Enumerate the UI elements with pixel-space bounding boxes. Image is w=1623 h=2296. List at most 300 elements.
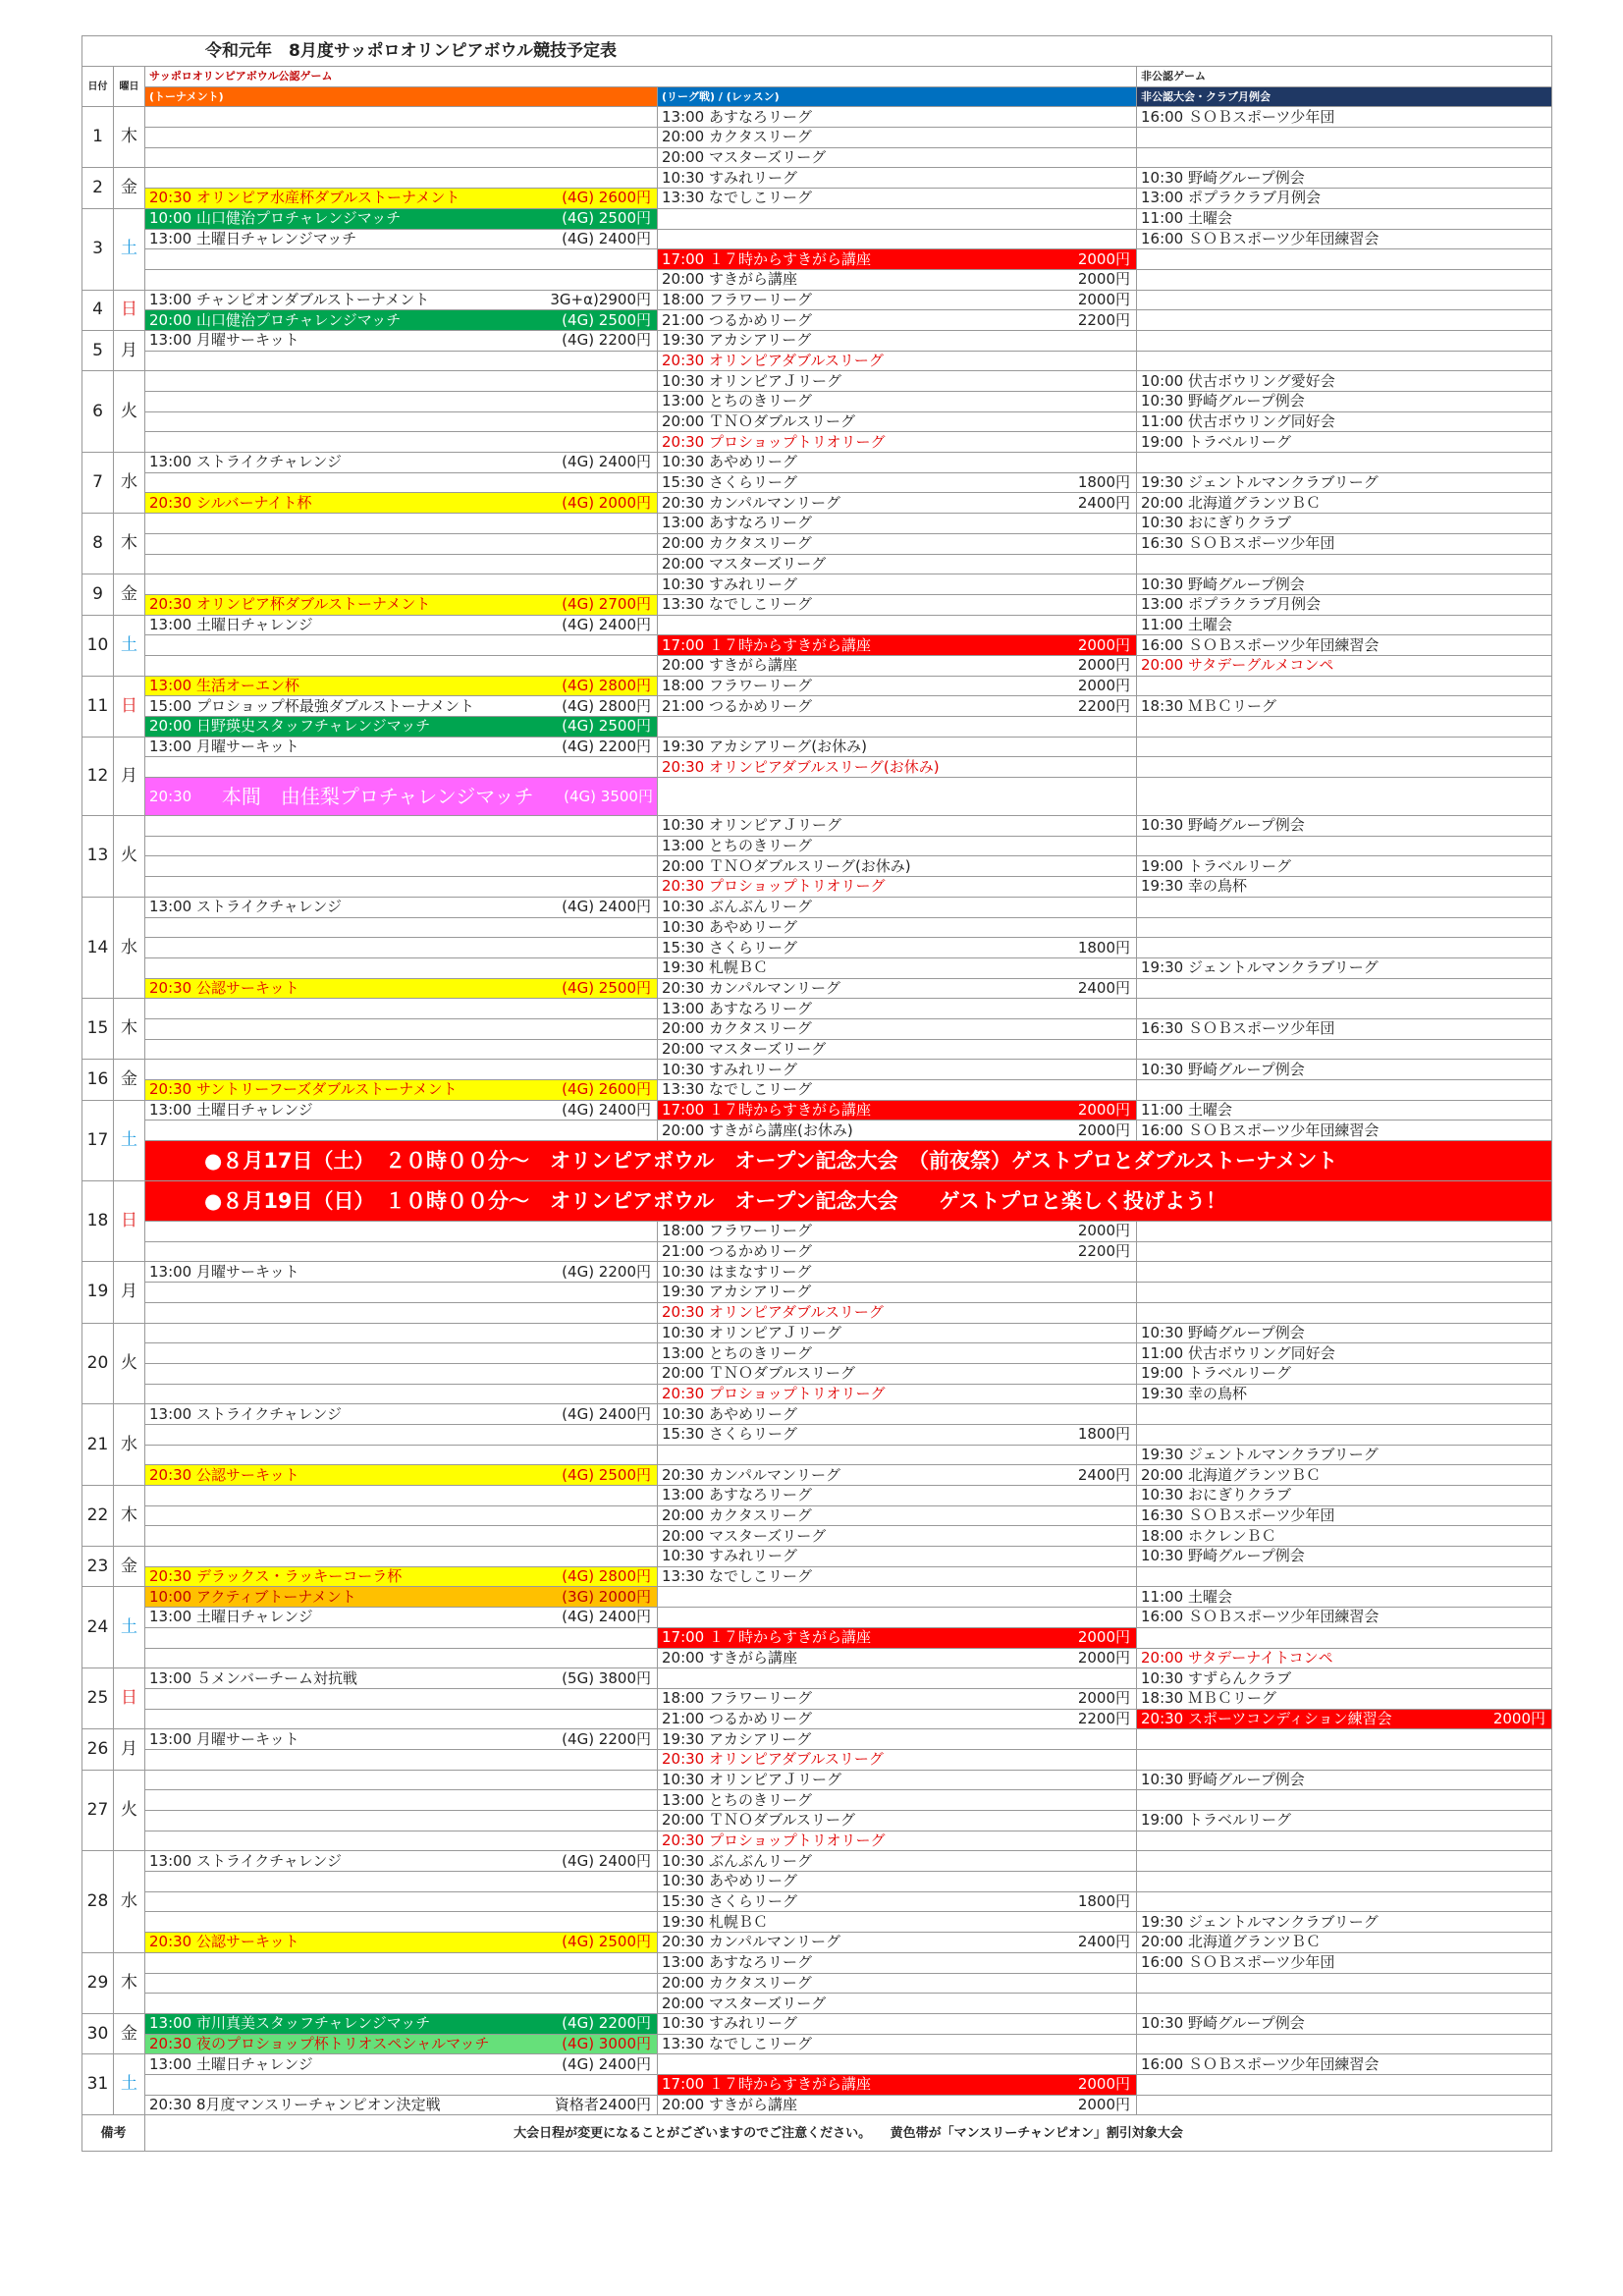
club-cell (1137, 1811, 1552, 1831)
title-row (82, 36, 1552, 67)
league-cell (658, 1404, 1137, 1425)
league-cell-text: 10:30 あやめリーグ (662, 917, 797, 936)
club-cell-text: 16:30 ＳＯＢスポーツ少年団 (1141, 534, 1335, 553)
club-cell (1137, 917, 1552, 938)
day-date: 24 (82, 1587, 114, 1668)
tournament-cell (145, 1384, 658, 1404)
league-cell (658, 1587, 1137, 1608)
schedule-table (81, 35, 1552, 2152)
tournament-cell (145, 1668, 658, 1689)
league-cell (658, 168, 1137, 189)
league-cell (658, 1302, 1137, 1323)
day-row (82, 696, 1552, 717)
league-cell-text: 20:30 プロショップトリオリーグ (662, 432, 886, 451)
day-date: 17 (82, 1100, 114, 1180)
tournament-cell-price: (4G) 2600円 (562, 189, 651, 207)
club-cell (1137, 1547, 1552, 1567)
league-cell-text: 13:30 なでしこリーグ (662, 595, 812, 614)
league-cell-price: 2200円 (1077, 696, 1130, 715)
league-cell (658, 1994, 1137, 2014)
club-cell (1137, 1872, 1552, 1892)
club-cell (1137, 1404, 1552, 1425)
league-cell-text: 10:30 あやめリーグ (662, 453, 797, 471)
league-cell (658, 1688, 1137, 1709)
league-cell (658, 330, 1137, 351)
league-cell (658, 249, 1137, 270)
club-cell (1137, 2095, 1552, 2115)
league-cell (658, 917, 1137, 938)
club-cell-text: 19:30 幸の鳥杯 (1141, 1384, 1247, 1402)
club-cell (1137, 107, 1552, 128)
day-row (82, 816, 1552, 837)
league-cell (658, 999, 1137, 1019)
club-cell-text: 20:00 サタデーグルメコンペ (1141, 656, 1334, 675)
league-cell (658, 1121, 1137, 1141)
league-cell-text: 19:30 アカシアリーグ (662, 1283, 812, 1301)
league-cell-text: 20:00 マスターズリーグ (662, 148, 827, 167)
club-cell-text: 11:00 土曜会 (1141, 615, 1232, 633)
club-cell-text: 19:00 トラベルリーグ (1141, 856, 1291, 875)
league-cell-text: 20:30 プロショップトリオリーグ (662, 1384, 886, 1402)
tournament-cell (145, 1445, 658, 1465)
day-weekday: 日 (114, 1668, 145, 1729)
club-cell-text: 10:30 野崎グループ例会 (1141, 1060, 1305, 1078)
tournament-cell (145, 635, 658, 656)
day-weekday: 日 (114, 676, 145, 737)
league-cell-text: 20:00 カクタスリーグ (662, 128, 812, 146)
tournament-cell (145, 1222, 658, 1242)
day-row (82, 189, 1552, 209)
club-cell (1137, 1343, 1552, 1364)
day-row (82, 1526, 1552, 1547)
league-cell-price: 2200円 (1077, 310, 1130, 329)
league-cell (658, 1891, 1137, 1912)
tournament-cell-text: 13:00 ストライクチャレンジ (149, 1851, 343, 1870)
day-row (82, 1811, 1552, 1831)
league-cell-text: 19:30 札幌ＢＣ (662, 958, 768, 977)
tournament-cell (145, 1039, 658, 1060)
schedule-sheet (81, 35, 1551, 2152)
club-cell (1137, 310, 1552, 331)
day-row (82, 1363, 1552, 1384)
tournament-cell-price: (4G) 2500円 (562, 1465, 651, 1484)
club-cell (1137, 778, 1552, 816)
league-cell-text: 19:30 アカシアリーグ (662, 1729, 812, 1748)
league-cell (658, 1831, 1137, 1851)
tournament-cell-price: (4G) 2500円 (562, 717, 651, 736)
day-row (82, 290, 1552, 310)
league-cell-text: 17:00 １７時からすきがら講座 (662, 249, 871, 268)
league-cell (658, 778, 1137, 816)
tournament-cell-text: 13:00 土曜日チャレンジ (149, 2054, 313, 2073)
day-weekday: 水 (114, 1851, 145, 1952)
club-cell (1137, 1283, 1552, 1303)
league-cell-price: 2000円 (1077, 249, 1130, 268)
club-cell-text: 10:30 野崎グループ例会 (1141, 816, 1305, 835)
day-weekday: 日 (114, 290, 145, 330)
day-date: 28 (82, 1851, 114, 1952)
tournament-cell-price: (4G) 2200円 (562, 2014, 651, 2033)
day-row (82, 2074, 1552, 2095)
league-cell (658, 1749, 1137, 1770)
day-weekday: 月 (114, 1262, 145, 1323)
day-row (82, 978, 1552, 999)
league-cell-text: 13:00 あすなろリーグ (662, 1486, 812, 1504)
day-date: 5 (82, 330, 114, 370)
league-cell (658, 856, 1137, 877)
tournament-cell-price: (4G) 2400円 (562, 898, 651, 916)
day-row (82, 1445, 1552, 1465)
league-cell-price: 2000円 (1077, 290, 1130, 308)
league-cell (658, 1384, 1137, 1404)
day-row (82, 655, 1552, 676)
day-row (82, 229, 1552, 249)
club-cell (1137, 978, 1552, 999)
club-cell (1137, 2013, 1552, 2034)
day-weekday: 日 (114, 1181, 145, 1262)
league-cell-text: 20:00 マスターズリーグ (662, 1994, 827, 2012)
tournament-cell (145, 1241, 658, 1262)
day-row (82, 1648, 1552, 1668)
day-row (82, 269, 1552, 290)
league-cell-text: 20:00 ＴＮＯダブルスリーグ(お休み) (662, 856, 911, 875)
tournament-cell-price: (4G) 2500円 (562, 978, 651, 997)
tournament-cell (145, 493, 658, 514)
day-date: 13 (82, 816, 114, 898)
club-cell-text: 18:30 ＭＢＣリーグ (1141, 1689, 1276, 1708)
day-row (82, 453, 1552, 473)
day-row (82, 676, 1552, 696)
club-cell (1137, 189, 1552, 209)
league-cell (658, 1709, 1137, 1729)
league-cell (658, 1526, 1137, 1547)
tournament-cell (145, 999, 658, 1019)
club-cell (1137, 615, 1552, 635)
league-cell-price: 2000円 (1077, 1121, 1130, 1139)
tournament-cell (145, 1363, 658, 1384)
day-date: 21 (82, 1404, 114, 1486)
club-cell (1137, 1060, 1552, 1080)
league-cell (658, 189, 1137, 209)
league-cell-text: 10:30 オリンピアＪリーグ (662, 816, 841, 835)
league-cell-text: 18:00 フラワーリーグ (662, 1222, 812, 1240)
day-row (82, 533, 1552, 554)
league-cell (658, 1060, 1137, 1080)
league-cell (658, 371, 1137, 392)
day-row (82, 574, 1552, 595)
day-weekday: 木 (114, 1952, 145, 2013)
tournament-cell-text: 13:00 ５メンバーチーム対抗戦 (149, 1668, 357, 1687)
tournament-cell (145, 351, 658, 371)
club-cell (1137, 1080, 1552, 1101)
club-cell (1137, 1912, 1552, 1933)
league-cell-text: 20:00 マスターズリーグ (662, 1526, 827, 1545)
club-cell-text: 20:00 北海道グランツＢＣ (1141, 493, 1321, 512)
club-cell-text: 20:30 スポーツコンディション練習会 (1141, 1709, 1392, 1727)
day-row (82, 432, 1552, 453)
day-row (82, 856, 1552, 877)
club-cell (1137, 1933, 1552, 1953)
league-cell (658, 1039, 1137, 1060)
tournament-cell (145, 1912, 658, 1933)
header-club: 非公認大会・クラブ月例会 (1137, 86, 1552, 107)
club-cell (1137, 1566, 1552, 1587)
tournament-cell (145, 1831, 658, 1851)
club-cell (1137, 757, 1552, 778)
club-cell-text: 11:00 伏古ボウリング同好会 (1141, 412, 1335, 431)
tournament-cell-text: 10:00 山口健治プロチャレンジマッチ (149, 209, 402, 228)
league-cell (658, 1445, 1137, 1465)
club-cell (1137, 1505, 1552, 1526)
league-cell (658, 1811, 1137, 1831)
tournament-cell (145, 1080, 658, 1101)
league-cell (658, 1952, 1137, 1973)
day-row (82, 615, 1552, 635)
day-date: 6 (82, 371, 114, 453)
tournament-cell-price: (4G) 2400円 (562, 1101, 651, 1120)
day-row (82, 1283, 1552, 1303)
league-cell-text: 20:00 すきがら講座 (662, 270, 797, 289)
league-cell (658, 1424, 1137, 1445)
league-cell-price: 2000円 (1077, 676, 1130, 694)
club-cell (1137, 1627, 1552, 1648)
tournament-cell (145, 897, 658, 917)
day-row (82, 877, 1552, 898)
league-cell (658, 2054, 1137, 2075)
tournament-cell (145, 1566, 658, 1587)
club-cell (1137, 1973, 1552, 1994)
league-cell (658, 2034, 1137, 2054)
league-cell (658, 676, 1137, 696)
day-row (82, 168, 1552, 189)
club-cell (1137, 2074, 1552, 2095)
tournament-cell-text: 13:00 市川真美スタッフチャレンジマッチ (149, 2014, 431, 2033)
tournament-cell (145, 1262, 658, 1283)
league-cell (658, 594, 1137, 615)
tournament-cell (145, 1424, 658, 1445)
league-cell (658, 1465, 1137, 1486)
league-cell-text: 17:00 １７時からすきがら講座 (662, 1628, 871, 1647)
club-cell (1137, 1587, 1552, 1608)
league-cell (658, 1912, 1137, 1933)
tournament-cell-text: 20:30 8月度マンスリーチャンピオン決定戦 (149, 2095, 441, 2113)
league-cell-text: 10:30 ぶんぶんリーグ (662, 1851, 812, 1870)
tournament-cell (145, 1465, 658, 1486)
tournament-cell (145, 1486, 658, 1506)
league-cell-text: 13:00 あすなろリーグ (662, 999, 812, 1017)
tournament-cell-price: (4G) 2400円 (562, 2054, 651, 2073)
footer-label: 備考 (82, 2115, 145, 2152)
day-row (82, 1770, 1552, 1790)
club-cell-text: 10:30 野崎グループ例会 (1141, 168, 1305, 187)
day-row (82, 371, 1552, 392)
league-cell-text: 20:00 カクタスリーグ (662, 1973, 812, 1992)
tournament-cell (145, 533, 658, 554)
day-row (82, 2034, 1552, 2054)
day-row (82, 1241, 1552, 1262)
club-cell-text: 19:30 ジェントルマンクラブリーグ (1141, 473, 1379, 492)
league-cell (658, 2074, 1137, 2095)
league-cell-price: 2200円 (1077, 1709, 1130, 1727)
club-cell-text: 19:00 トラベルリーグ (1141, 1364, 1291, 1383)
tournament-cell-text: 20:30 デラックス・ラッキーコーラ杯 (149, 1567, 403, 1586)
day-weekday: 火 (114, 1323, 145, 1404)
tournament-cell-text: 10:00 アクティブトーナメント (149, 1587, 356, 1606)
club-cell (1137, 453, 1552, 473)
league-cell (658, 472, 1137, 493)
day-row (82, 249, 1552, 270)
club-cell (1137, 897, 1552, 917)
league-cell (658, 1668, 1137, 1689)
day-date: 9 (82, 574, 114, 615)
day-row (82, 1587, 1552, 1608)
league-cell (658, 1222, 1137, 1242)
day-date: 30 (82, 2013, 114, 2053)
league-cell (658, 1323, 1137, 1343)
league-cell-price: 2000円 (1077, 1101, 1130, 1120)
tournament-cell-price: (5G) 3800円 (562, 1668, 651, 1687)
tournament-cell-price: (4G) 2400円 (562, 1404, 651, 1423)
day-row (82, 1668, 1552, 1689)
day-weekday: 火 (114, 1770, 145, 1851)
tournament-cell (145, 1343, 658, 1364)
league-cell-text: 18:00 フラワーリーグ (662, 676, 812, 694)
tournament-cell-text: 13:00 月曜サーキット (149, 331, 299, 350)
tournament-cell-text: 13:00 土曜日チャレンジ (149, 1608, 313, 1626)
club-cell (1137, 2054, 1552, 2075)
league-cell (658, 1648, 1137, 1668)
club-cell (1137, 2034, 1552, 2054)
tournament-cell (145, 128, 658, 148)
tournament-cell-text: 20:30 公認サーキット (149, 1465, 299, 1484)
league-cell-text: 10:30 オリンピアＪリーグ (662, 1323, 841, 1341)
day-weekday: 金 (114, 168, 145, 208)
club-cell (1137, 1424, 1552, 1445)
league-cell (658, 737, 1137, 757)
tournament-cell-price: (4G) 2400円 (562, 1608, 651, 1626)
club-cell-text: 10:30 野崎グループ例会 (1141, 2014, 1305, 2033)
tournament-cell-text: 20:30 公認サーキット (149, 1933, 299, 1951)
club-cell (1137, 1100, 1552, 1121)
day-row (82, 917, 1552, 938)
club-cell (1137, 1729, 1552, 1750)
day-date: 20 (82, 1323, 114, 1404)
league-cell (658, 635, 1137, 656)
tournament-cell-price: (4G) 2200円 (562, 331, 651, 350)
tournament-cell-text: 13:00 土曜日チャレンジ (149, 1101, 313, 1120)
tournament-cell-text: 13:00 ストライクチャレンジ (149, 1404, 343, 1423)
club-cell-text: 10:30 おにぎりクラブ (1141, 514, 1291, 532)
tournament-cell-price: (4G) 2500円 (562, 209, 651, 228)
tournament-cell (145, 877, 658, 898)
tournament-cell (145, 737, 658, 757)
day-date: 25 (82, 1668, 114, 1729)
club-cell-text: 11:00 土曜会 (1141, 1101, 1232, 1120)
special-name: 本間 由佳梨プロチャレンジマッチ (221, 784, 534, 808)
league-cell-text: 10:30 あやめリーグ (662, 1872, 797, 1890)
tournament-cell-text: 20:00 日野瑛史スタッフチャレンジマッチ (149, 717, 431, 736)
tournament-cell (145, 2095, 658, 2115)
header-league: (リーグ戦) / (レッスン) (658, 86, 1137, 107)
day-date: 26 (82, 1729, 114, 1770)
club-cell (1137, 635, 1552, 656)
club-cell (1137, 816, 1552, 837)
league-cell (658, 554, 1137, 574)
club-cell-text: 10:30 すずらんクラブ (1141, 1668, 1292, 1687)
day-row (82, 147, 1552, 168)
club-cell-text: 16:00 ＳＯＢスポーツ少年団 (1141, 107, 1335, 126)
tournament-cell (145, 957, 658, 978)
day-row (82, 1749, 1552, 1770)
tournament-cell-text: 13:00 ストライクチャレンジ (149, 898, 343, 916)
league-cell-text: 20:30 オリンピアダブルスリーグ(お休み) (662, 757, 940, 776)
tournament-cell (145, 1709, 658, 1729)
club-cell-text: 10:30 野崎グループ例会 (1141, 1547, 1305, 1565)
tournament-cell-text: 13:00 チャンピオンダブルストーナメント (149, 290, 430, 308)
club-cell-text: 16:00 ＳＯＢスポーツ少年団練習会 (1141, 2054, 1380, 2073)
tournament-cell (145, 1933, 658, 1953)
day-row (82, 2054, 1552, 2075)
tournament-cell (145, 1994, 658, 2014)
league-cell (658, 757, 1137, 778)
club-cell-text: 16:30 ＳＯＢスポーツ少年団 (1141, 1506, 1335, 1525)
day-weekday: 土 (114, 1587, 145, 1668)
tournament-cell (145, 554, 658, 574)
day-row (82, 310, 1552, 331)
club-cell (1137, 957, 1552, 978)
tournament-cell-price: (4G) 2400円 (562, 453, 651, 471)
day-row (82, 897, 1552, 917)
tournament-cell (145, 1811, 658, 1831)
league-cell-text: 21:00 つるかめリーグ (662, 310, 812, 329)
club-cell (1137, 1262, 1552, 1283)
header-date: 日付 (82, 67, 114, 107)
league-cell-text: 20:00 すきがら講座(お休み) (662, 1121, 853, 1139)
league-cell (658, 1566, 1137, 1587)
league-cell-text: 13:30 なでしこリーグ (662, 1567, 812, 1586)
day-row (82, 411, 1552, 432)
club-cell-text: 19:00 トラベルリーグ (1141, 1811, 1291, 1830)
club-cell (1137, 877, 1552, 898)
league-cell-text: 10:30 すみれリーグ (662, 574, 797, 593)
day-date: 1 (82, 107, 114, 168)
league-cell (658, 392, 1137, 412)
day-date: 16 (82, 1060, 114, 1100)
league-cell (658, 1790, 1137, 1811)
day-date: 27 (82, 1770, 114, 1851)
club-cell (1137, 411, 1552, 432)
league-cell-text: 20:30 カンパルマンリーグ (662, 493, 840, 512)
tournament-cell (145, 1587, 658, 1608)
special-event (145, 778, 658, 816)
tournament-cell (145, 856, 658, 877)
league-cell (658, 310, 1137, 331)
club-cell (1137, 1018, 1552, 1039)
tournament-cell (145, 1404, 658, 1425)
club-cell (1137, 676, 1552, 696)
tournament-cell (145, 168, 658, 189)
league-cell-text: 20:00 すきがら講座 (662, 1648, 797, 1667)
club-cell-price: 2000円 (1492, 1709, 1545, 1727)
league-cell (658, 351, 1137, 371)
header-tournament: (トーナメント) (145, 86, 658, 107)
day-weekday: 火 (114, 816, 145, 898)
day-weekday: 土 (114, 1100, 145, 1180)
day-row (82, 392, 1552, 412)
league-cell (658, 1872, 1137, 1892)
day-row (82, 1912, 1552, 1933)
league-cell (658, 1363, 1137, 1384)
